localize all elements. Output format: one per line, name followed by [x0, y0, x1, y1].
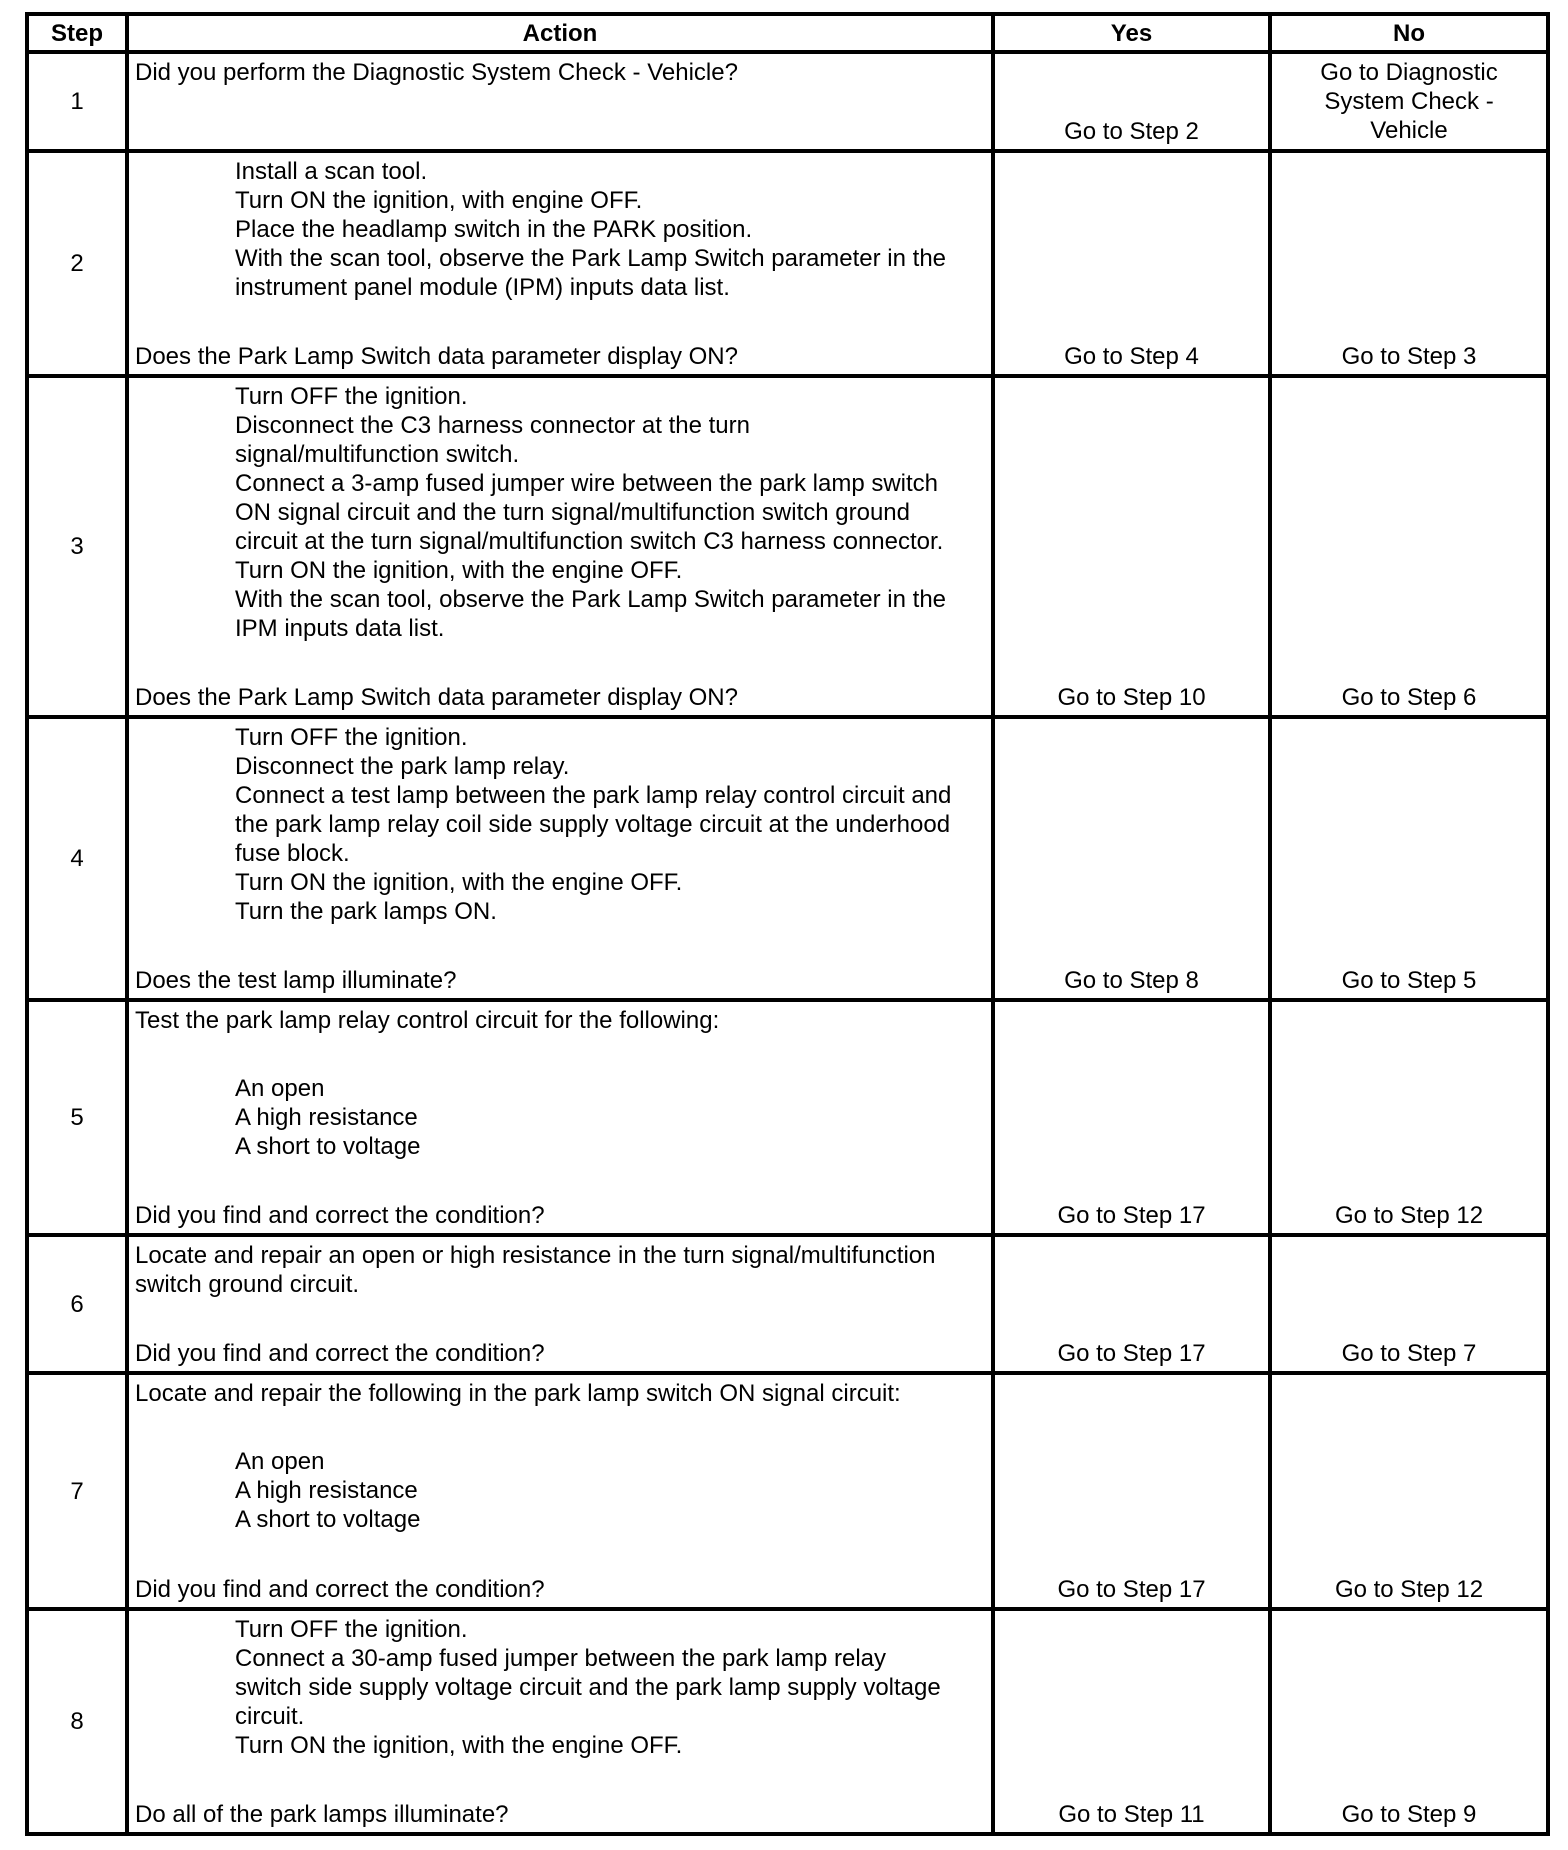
instruction-line: the park lamp relay coil side supply voltage circuit at the underhood — [235, 811, 951, 838]
table-row — [27, 52, 1548, 151]
no-cell: Go to Step 5 — [1270, 717, 1548, 1000]
yes-cell: Go to Step 17 — [993, 1235, 1270, 1373]
yes-cell: Go to Step 4 — [993, 151, 1270, 376]
yes-cell: Go to Step 17 — [993, 1373, 1270, 1609]
instruction-line: Turn OFF the ignition. — [235, 1616, 468, 1643]
instruction-line: Connect a 30-amp fused jumper between the park lamp relay — [235, 1645, 887, 1672]
instruction-line: With the scan tool, observe the Park Lamp Switch parameter in the — [235, 245, 947, 272]
instruction-line: switch side supply voltage circuit and the park lamp supply voltage — [235, 1674, 941, 1701]
step-number: 8 — [27, 1609, 127, 1834]
step-number: 6 — [27, 1235, 127, 1373]
action-cell — [127, 151, 993, 376]
step-number: 3 — [27, 376, 127, 717]
action-question: Does the Park Lamp Switch data parameter display ON? — [135, 343, 738, 370]
table-row — [27, 1235, 1548, 1373]
action-intro: Locate and repair the following in the park lamp switch ON signal circuit: — [135, 1380, 901, 1407]
header-step: Step — [27, 14, 127, 52]
no-cell: Go to Step 7 — [1270, 1235, 1548, 1373]
action-cell — [127, 1000, 993, 1235]
action-question: Do all of the park lamps illuminate? — [135, 1801, 509, 1828]
table-row — [27, 1373, 1548, 1609]
instruction-list — [135, 723, 985, 926]
header-row — [27, 14, 1548, 52]
header-no: No — [1270, 14, 1548, 52]
action-question: Does the Park Lamp Switch data parameter display ON? — [135, 684, 738, 711]
no-line: Go to Diagnostic — [1320, 59, 1498, 86]
no-cell: Go to Step 9 — [1270, 1609, 1548, 1834]
action-cell — [127, 376, 993, 717]
instruction-line: Connect a test lamp between the park lamp relay control circuit and — [235, 782, 952, 809]
instruction-line: Turn ON the ignition, with engine OFF. — [235, 187, 643, 214]
table-row — [27, 1000, 1548, 1235]
step-number: 4 — [27, 717, 127, 1000]
instruction-line: Turn the park lamps ON. — [235, 898, 497, 925]
no-cell: Go to Step 3 — [1270, 151, 1548, 376]
instruction-list — [135, 382, 985, 643]
instruction-line: Turn ON the ignition, with the engine OFF. — [235, 557, 683, 584]
instruction-line: IPM inputs data list. — [235, 615, 445, 642]
yes-cell: Go to Step 8 — [993, 717, 1270, 1000]
no-cell — [1270, 52, 1548, 151]
condition-item: An open — [235, 1448, 325, 1475]
yes-cell: Go to Step 2 — [993, 52, 1270, 151]
action-question: Did you find and correct the condition? — [135, 1576, 545, 1603]
action-cell — [127, 1609, 993, 1834]
instruction-line: circuit. — [235, 1703, 305, 1730]
instruction-line: Turn OFF the ignition. — [235, 724, 468, 751]
instruction-line: circuit at the turn signal/multifunction switch C3 harness connector. — [235, 528, 944, 555]
step-number: 1 — [27, 52, 127, 151]
condition-item: A high resistance — [235, 1477, 418, 1504]
yes-cell: Go to Step 10 — [993, 376, 1270, 717]
table-row — [27, 376, 1548, 717]
table-row — [27, 717, 1548, 1000]
no-cell: Go to Step 6 — [1270, 376, 1548, 717]
instruction-line: Connect a 3-amp fused jumper wire between the park lamp switch — [235, 470, 939, 497]
condition-item: A short to voltage — [235, 1133, 421, 1160]
header-action: Action — [127, 14, 993, 52]
action-question: Did you find and correct the condition? — [135, 1340, 545, 1367]
instruction-line: Turn ON the ignition, with the engine OFF. — [235, 1732, 683, 1759]
yes-cell: Go to Step 17 — [993, 1000, 1270, 1235]
diagnostic-table-container — [25, 12, 1550, 1836]
action-cell — [127, 1373, 993, 1609]
step-number: 5 — [27, 1000, 127, 1235]
step-number: 2 — [27, 151, 127, 376]
action-question: Does the test lamp illuminate? — [135, 967, 457, 994]
instruction-line: With the scan tool, observe the Park Lamp Switch parameter in the — [235, 586, 947, 613]
yes-cell: Go to Step 11 — [993, 1609, 1270, 1834]
header-yes: Yes — [993, 14, 1270, 52]
no-cell: Go to Step 12 — [1270, 1000, 1548, 1235]
action-intro: Test the park lamp relay control circuit for the following: — [135, 1007, 720, 1034]
condition-item: A high resistance — [235, 1104, 418, 1131]
instruction-line: signal/multifunction switch. — [235, 441, 520, 468]
instruction-line: Turn ON the ignition, with the engine OFF. — [235, 869, 683, 896]
action-cell — [127, 1235, 993, 1373]
no-line: System Check - — [1324, 88, 1494, 115]
action-intro-line: switch ground circuit. — [135, 1271, 360, 1298]
instruction-line: ON signal circuit and the turn signal/multifunction switch ground — [235, 499, 910, 526]
instruction-line: Turn OFF the ignition. — [235, 383, 468, 410]
step-number: 7 — [27, 1373, 127, 1609]
no-cell: Go to Step 12 — [1270, 1373, 1548, 1609]
instruction-line: Disconnect the park lamp relay. — [235, 753, 570, 780]
action-intro-line: Locate and repair an open or high resistance in the turn signal/multifunction — [135, 1242, 936, 1269]
instruction-line: fuse block. — [235, 840, 350, 867]
instruction-line: instrument panel module (IPM) inputs data list. — [235, 274, 730, 301]
condition-item: An open — [235, 1075, 325, 1102]
instruction-line: Install a scan tool. — [235, 158, 428, 185]
action-question: Did you find and correct the condition? — [135, 1202, 545, 1229]
no-line: Vehicle — [1370, 117, 1448, 144]
instruction-line: Disconnect the C3 harness connector at the turn — [235, 412, 750, 439]
action-cell — [127, 717, 993, 1000]
condition-list — [135, 1074, 985, 1161]
table-row — [27, 151, 1548, 376]
instruction-list — [135, 1615, 985, 1760]
condition-list — [135, 1447, 985, 1534]
action-cell — [127, 52, 993, 151]
table-row — [27, 1609, 1548, 1834]
instruction-line: Place the headlamp switch in the PARK position. — [235, 216, 753, 243]
diagnostic-table — [25, 12, 1550, 1836]
instruction-list — [135, 157, 985, 302]
action-question: Did you perform the Diagnostic System Check - Vehicle? — [135, 59, 738, 86]
condition-item: A short to voltage — [235, 1506, 421, 1533]
